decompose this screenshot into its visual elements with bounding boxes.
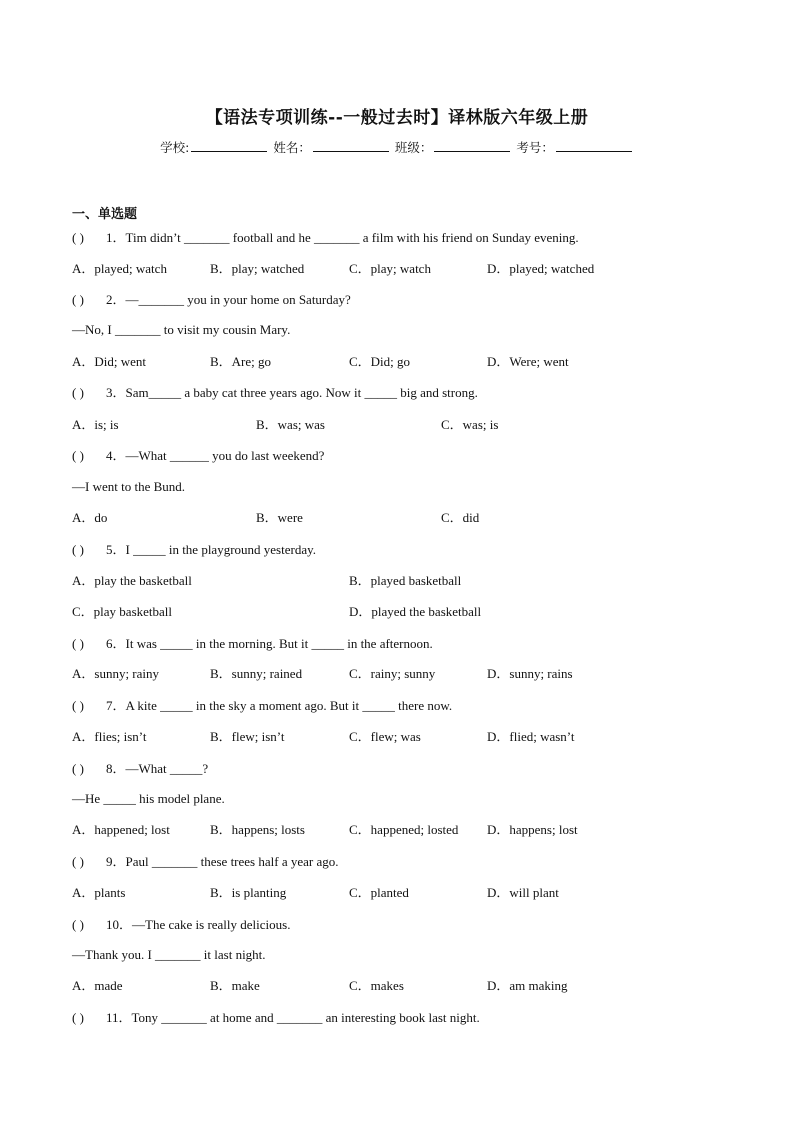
question-1-option-a[interactable]: A．played; watch (72, 261, 167, 276)
question-3-option-b[interactable]: B．was; was (256, 417, 325, 432)
question-7-stem: ( ) 7．A kite _____ in the sky a moment ago. But it _____ there now. (72, 698, 453, 713)
question-8-option-d[interactable]: D．happens; lost (487, 822, 578, 837)
student-info-line (0, 138, 794, 156)
question-1-option-d[interactable]: D．played; watched (487, 261, 595, 276)
question-4-stem: ( ) 4．—What ______ you do last weekend? (72, 448, 325, 463)
answer-paren[interactable]: ( ) (72, 698, 84, 713)
question-9-option-d[interactable]: D．will plant (487, 885, 559, 900)
question-10-option-c[interactable]: C．makes (349, 978, 404, 993)
answer-paren[interactable]: ( ) (72, 448, 84, 463)
question-10-option-b[interactable]: B．make (210, 978, 260, 993)
question-6-option-a[interactable]: A．sunny; rainy (72, 666, 160, 681)
question-7-option-b[interactable]: B．flew; isn’t (210, 729, 285, 744)
question-8-option-c[interactable]: C．happened; losted (349, 822, 459, 837)
question-8-option-b[interactable]: B．happens; losts (210, 822, 305, 837)
question-9-option-a[interactable]: A．plants (72, 885, 126, 900)
answer-paren[interactable]: ( ) (72, 230, 84, 245)
page-title: 【语法专项训练--一般过去时】译林版六年级上册 (205, 108, 589, 128)
section-title: 一、单选题 (72, 207, 138, 222)
question-9-option-c[interactable]: C．planted (349, 885, 409, 900)
question-8-stem-line2: —He _____ his model plane. (72, 791, 225, 806)
question-2-stem-line2: —No, I _______ to visit my cousin Mary. (72, 322, 291, 337)
question-2-option-c[interactable]: C．Did; go (349, 354, 411, 369)
answer-paren[interactable]: ( ) (72, 292, 84, 307)
class-blank[interactable] (434, 139, 510, 152)
question-10-stem-line2: —Thank you. I _______ it last night. (72, 947, 266, 962)
question-11-stem: ( ) 11．Tony _______ at home and _______ an interesting book last night. (72, 1010, 480, 1025)
question-5-option-b[interactable]: B．played basketball (349, 573, 462, 588)
school-blank[interactable] (191, 139, 267, 152)
answer-paren[interactable]: ( ) (72, 385, 84, 400)
question-10-option-a[interactable]: A．made (72, 978, 123, 993)
question-10-option-d[interactable]: D．am making (487, 978, 568, 993)
question-6-option-c[interactable]: C．rainy; sunny (349, 666, 436, 681)
answer-paren[interactable]: ( ) (72, 636, 84, 651)
answer-paren[interactable]: ( ) (72, 854, 84, 869)
question-7-option-d[interactable]: D．flied; wasn’t (487, 729, 575, 744)
question-10-stem: ( ) 10．—The cake is really delicious. (72, 917, 291, 932)
question-5-option-c[interactable]: C．play basketball (72, 604, 173, 619)
question-2-option-d[interactable]: D．Were; went (487, 354, 569, 369)
question-6-option-d[interactable]: D．sunny; rains (487, 666, 573, 681)
question-4-stem-line2: —I went to the Bund. (72, 479, 186, 494)
question-1-option-c[interactable]: C．play; watch (349, 261, 431, 276)
question-1-stem: ( ) 1．Tim didn’t _______ football and he _______ a film with his friend on Sunday evening. (72, 230, 579, 245)
question-3-option-a[interactable]: A．is; is (72, 417, 119, 432)
question-7-option-c[interactable]: C．flew; was (349, 729, 421, 744)
question-2-option-b[interactable]: B．Are; go (210, 354, 272, 369)
answer-paren[interactable]: ( ) (72, 917, 84, 932)
question-2-stem: ( ) 2．—_______ you in your home on Saturday? (72, 292, 351, 307)
question-4-option-b[interactable]: B．were (256, 510, 303, 525)
exam-no-label: 考号： (516, 140, 554, 155)
question-5-stem: ( ) 5．I _____ in the playground yesterday. (72, 542, 316, 557)
question-5-option-d[interactable]: D．played the basketball (349, 604, 482, 619)
exam-no-blank[interactable] (556, 139, 632, 152)
school-label: 学校: (160, 140, 190, 155)
answer-paren[interactable]: ( ) (72, 542, 84, 557)
question-6-stem: ( ) 6．It was _____ in the morning. But it _____ in the afternoon. (72, 636, 433, 651)
question-2-option-a[interactable]: A．Did; went (72, 354, 147, 369)
question-4-option-a[interactable]: A．do (72, 510, 108, 525)
question-5-option-a[interactable]: A．play the basketball (72, 573, 192, 588)
question-1-option-b[interactable]: B．play; watched (210, 261, 305, 276)
answer-paren[interactable]: ( ) (72, 1010, 84, 1025)
answer-paren[interactable]: ( ) (72, 761, 84, 776)
question-7-option-a[interactable]: A．flies; isn’t (72, 729, 147, 744)
question-8-option-a[interactable]: A．happened; lost (72, 822, 170, 837)
question-8-stem: ( ) 8．—What _____? (72, 761, 209, 776)
question-4-option-c[interactable]: C．did (441, 510, 480, 525)
question-9-stem: ( ) 9．Paul _______ these trees half a year ago. (72, 854, 339, 869)
name-label: 姓名： (273, 140, 311, 155)
question-9-option-b[interactable]: B．is planting (210, 885, 287, 900)
class-label: 班级： (394, 140, 433, 155)
question-6-option-b[interactable]: B．sunny; rained (210, 666, 303, 681)
question-3-stem: ( ) 3．Sam_____ a baby cat three years ago. Now it _____ big and strong. (72, 385, 478, 400)
name-blank[interactable] (313, 139, 389, 152)
question-3-option-c[interactable]: C．was; is (441, 417, 499, 432)
